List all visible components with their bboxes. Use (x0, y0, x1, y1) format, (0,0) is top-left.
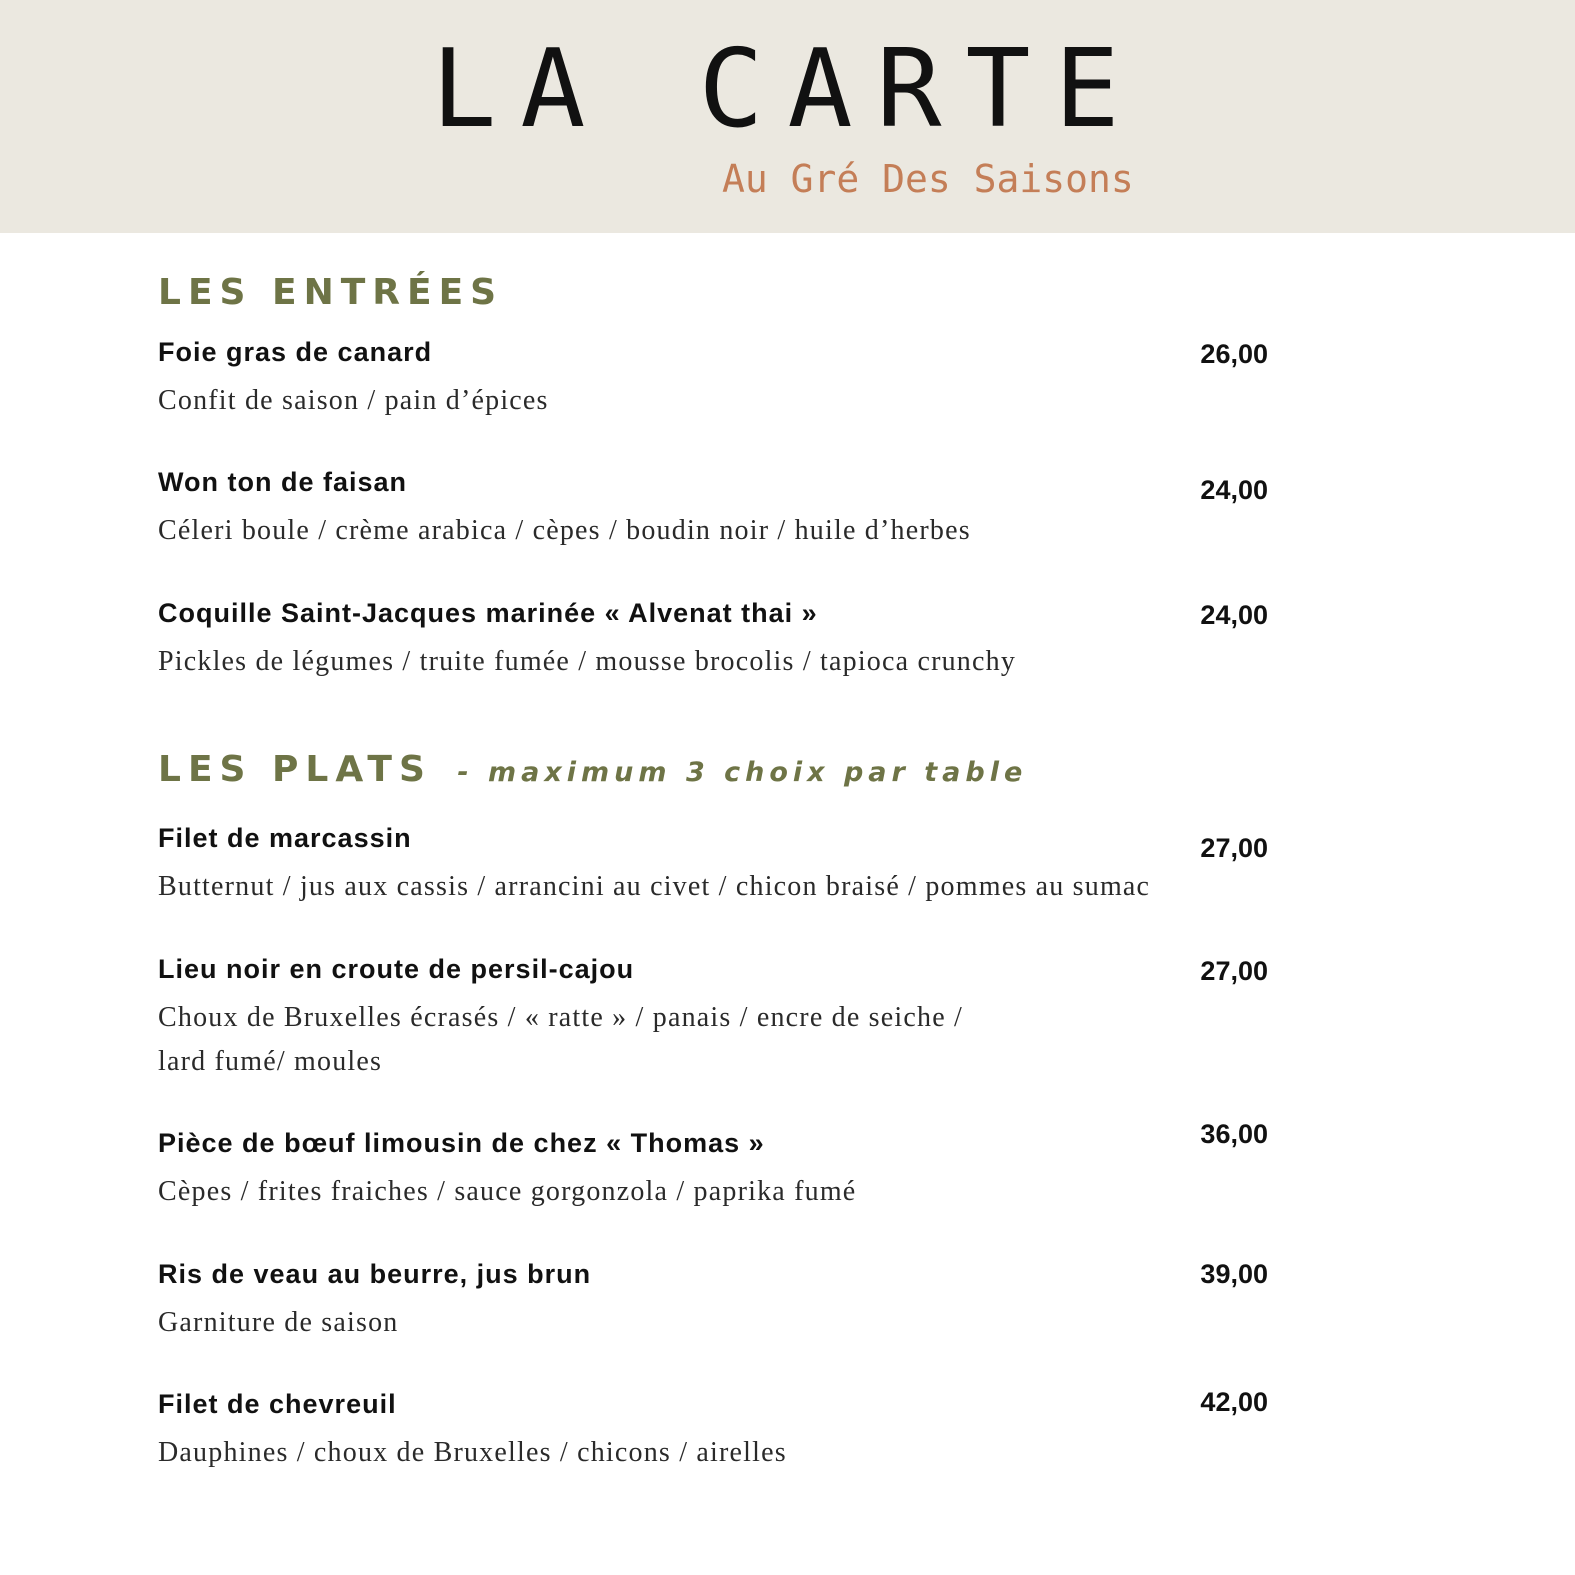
dish-description-line: Cèpes / frites fraiches / sauce gorgonzola / paprika fumé (158, 1176, 857, 1207)
dish-price: 26,00 (1200, 339, 1268, 369)
dish-description-line: Garniture de saison (158, 1307, 399, 1338)
page-subtitle: Au Gré Des Saisons (722, 157, 1134, 201)
dish-name: Filet de chevreuil (158, 1389, 397, 1419)
dish-name: Pièce de bœuf limousin de chez « Thomas » (158, 1128, 765, 1158)
section-heading-label: LES PLATS (158, 749, 432, 790)
dish-description (158, 1301, 399, 1345)
dish-name: Filet de marcassin (158, 823, 412, 853)
section-heading-label: LES ENTRÉES (158, 272, 504, 313)
dish-description-line: Choux de Bruxelles écrasés / « ratte » / panais / encre de seiche / (158, 1002, 964, 1033)
dish-price: 27,00 (1200, 833, 1268, 863)
dish-price: 24,00 (1200, 475, 1268, 505)
dish-description-line: Butternut / jus aux cassis / arrancini au civet / chicon braisé / pommes au sumac (158, 871, 1151, 902)
dish-price: 27,00 (1200, 956, 1268, 986)
dish-description-line: Dauphines / choux de Bruxelles / chicons / airelles (158, 1437, 787, 1468)
dish-description-line: Pickles de légumes / truite fumée / mousse brocolis / tapioca crunchy (158, 646, 1017, 677)
dish-name: Ris de veau au beurre, jus brun (158, 1259, 592, 1289)
dish-description-line: Confit de saison / pain d’épices (158, 385, 549, 416)
dish-name: Won ton de faisan (158, 467, 408, 497)
dish-price: 42,00 (1200, 1387, 1268, 1417)
section-note: - maximum 3 choix par table (457, 757, 1028, 788)
dish-description (158, 379, 549, 423)
page-title: LA CARTE (431, 27, 1144, 152)
dish-description (158, 1431, 787, 1475)
dish-description (158, 1170, 856, 1214)
section-heading-entrees (158, 271, 503, 315)
dish-price: 39,00 (1200, 1259, 1268, 1289)
menu-header (0, 0, 1575, 233)
section-heading-plats (158, 748, 1027, 795)
dish-description-line: lard fumé/ moules (158, 1046, 383, 1077)
dish-price: 36,00 (1200, 1119, 1268, 1149)
dish-name: Foie gras de canard (158, 337, 433, 367)
dish-price: 24,00 (1200, 600, 1268, 630)
dish-name: Lieu noir en croute de persil-cajou (158, 954, 635, 984)
dish-description (158, 865, 1150, 909)
dish-description (158, 640, 1016, 684)
dish-description (158, 509, 971, 553)
dish-name: Coquille Saint-Jacques marinée « Alvenat thai » (158, 598, 818, 628)
dish-description (158, 996, 963, 1084)
dish-description-line: Céleri boule / crème arabica / cèpes / boudin noir / huile d’herbes (158, 515, 971, 546)
